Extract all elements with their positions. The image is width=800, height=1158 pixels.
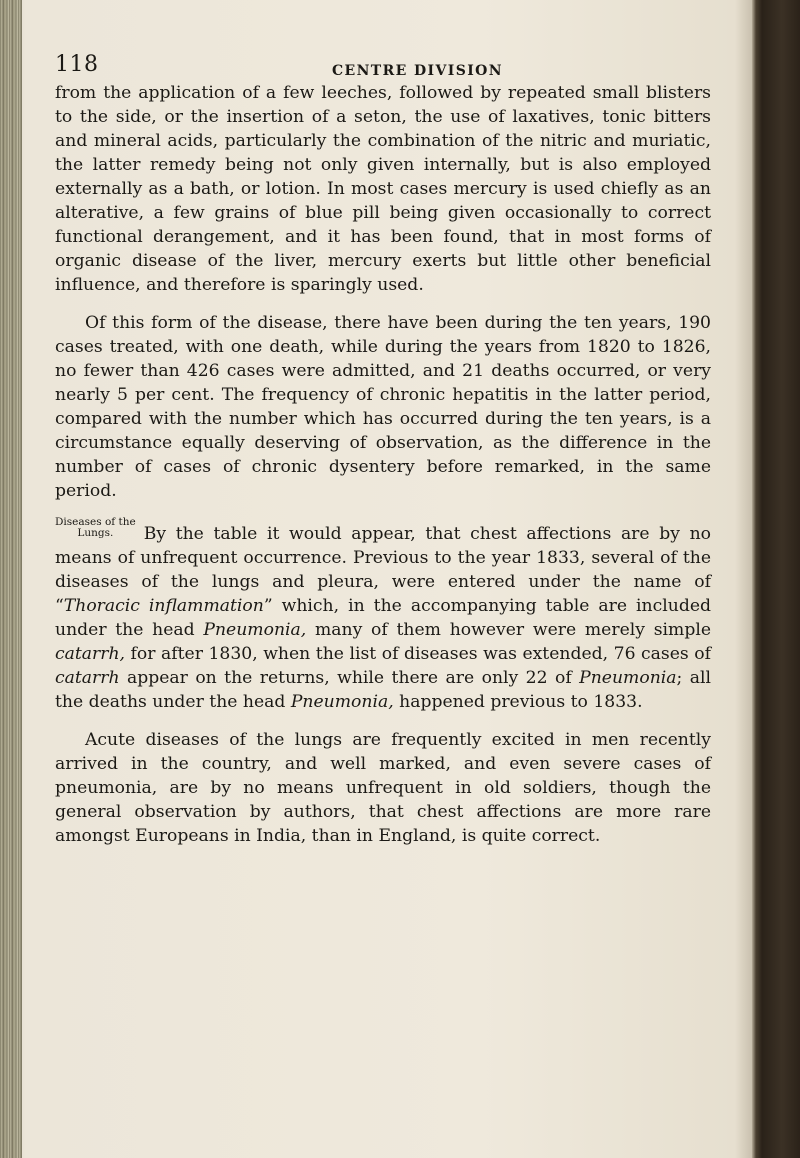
- paragraph-lung-diseases: [55, 517, 711, 714]
- marginal-note: [55, 517, 136, 539]
- italic-term: Pneumonia: [579, 668, 677, 688]
- book-binding-right: [752, 0, 800, 1158]
- text-run: ; all the deaths under the head: [55, 668, 711, 712]
- paragraph-treatment: from the application of a few leeches, followed by repeated small blisters to the side, or the insertion of a seton, the use of laxatives, tonic bitters and mineral acids, particularly the combination of the nitric and muriatic, the latter remedy being not only given internally, but is also employed externally as a bath, or lotion. In most cases mercury is used chiefly as an alterative, a few grains of blue pill being given occasionally to correct functional derangement, and it has been found, that in most forms of organic disease of the liver, mercury exerts but little other beneficial influence, and therefore is sparingly used.: [55, 83, 711, 295]
- text-run: happened previous to 1833.: [393, 692, 643, 712]
- marginal-note-line-2: Lungs.: [77, 527, 114, 539]
- text-run: appear on the returns, while there are only 22 of: [119, 668, 580, 688]
- text-run: for after 1830, when the list of diseases was extended, 76 cases of: [125, 644, 711, 664]
- marginal-note-line-1: Diseases of the: [55, 516, 136, 528]
- body-text: [55, 81, 711, 848]
- page-number: 118: [55, 52, 99, 77]
- italic-term: Pneumonia,: [203, 620, 307, 640]
- italic-term: Pneumonia,: [290, 692, 394, 712]
- paragraph-acute-diseases: Acute diseases of the lungs are frequently excited in men recently arrived in the country, and well marked, and even severe cases of pneumonia, are by no means unfrequent in old soldiers, though the general observation by authors, that chest affections are more rare amongst Europeans in India, than in England, is quite correct.: [55, 730, 711, 846]
- book-gutter-left: [0, 0, 22, 1158]
- text-run: ” which, in the accompanying table are included under the head: [55, 596, 711, 640]
- running-head: CENTRE DIVISION: [332, 63, 503, 79]
- text-run: By the table it would appear, that chest affections are by no means of unfrequent occurrence. Previous to the year 1833, several of the diseases of the lungs and pleura, were entered under the name of “: [55, 524, 711, 616]
- text-run: many of them however were merely simple: [306, 620, 711, 640]
- italic-term: catarrh: [55, 668, 120, 688]
- italic-term: catarrh,: [55, 644, 125, 664]
- paragraph-statistics: Of this form of the disease, there have been during the ten years, 190 cases treated, with one death, while during the years from 1820 to 1826, no fewer than 426 cases were admitted, and 21 deaths occurred, or very nearly 5 per cent. The frequency of chronic hepatitis in the latter period, compared with the number which has occurred during the ten years, is a circumstance equally deserving of observation, as the difference in the number of cases of chronic dysentery before remarked, in the same period.: [55, 313, 711, 501]
- italic-term: Thoracic inflammation: [63, 596, 264, 616]
